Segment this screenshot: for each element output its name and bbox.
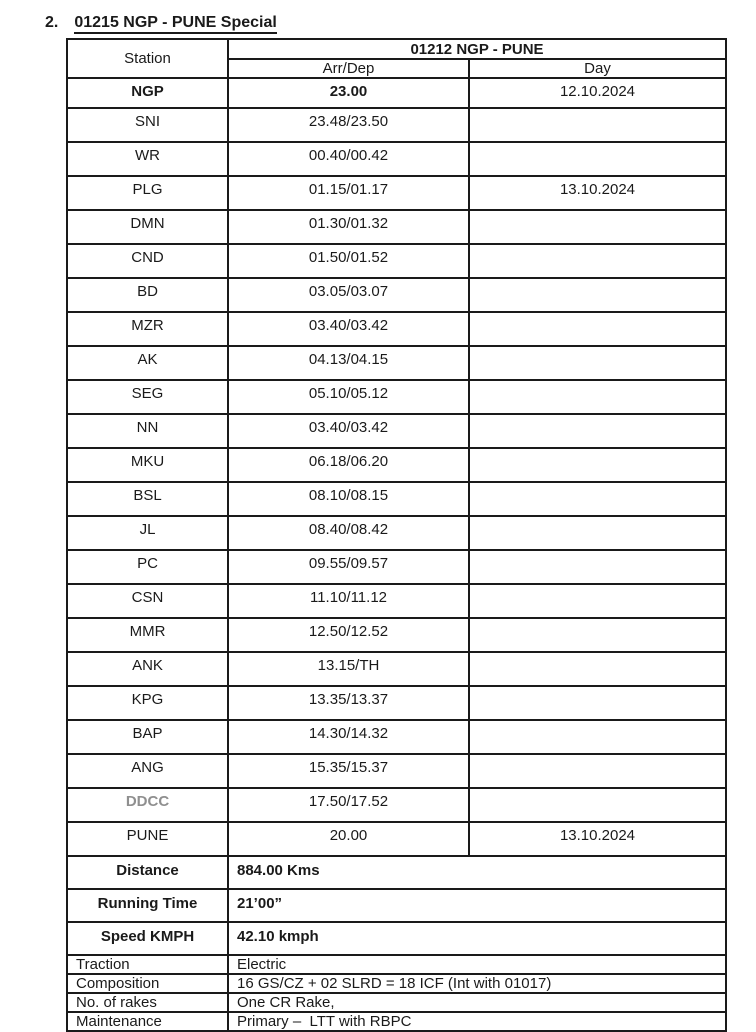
day-cell	[469, 516, 726, 550]
summary-value: 42.10 kmph	[228, 922, 726, 955]
summary-label: Running Time	[67, 889, 228, 922]
station-cell: AK	[67, 346, 228, 380]
arrdep-cell: 03.40/03.42	[228, 312, 469, 346]
table-row	[67, 142, 726, 176]
arrdep-cell: 08.40/08.42	[228, 516, 469, 550]
info-value: Electric	[228, 955, 726, 974]
table-row	[67, 754, 726, 788]
day-cell: 12.10.2024	[469, 78, 726, 108]
station-cell: ANK	[67, 652, 228, 686]
day-cell	[469, 686, 726, 720]
station-cell: MKU	[67, 448, 228, 482]
info-value: Primary – LTT with RBPC	[228, 1012, 726, 1031]
table-row	[67, 618, 726, 652]
info-label: Maintenance	[67, 1012, 228, 1031]
day-cell	[469, 414, 726, 448]
info-value: One CR Rake,	[228, 993, 726, 1012]
day-cell	[469, 788, 726, 822]
heading-title: 01215 NGP - PUNE Special	[74, 13, 276, 34]
arrdep-cell: 01.50/01.52	[228, 244, 469, 278]
day-cell	[469, 278, 726, 312]
arrdep-cell: 23.48/23.50	[228, 108, 469, 142]
table-row	[67, 516, 726, 550]
day-cell	[469, 346, 726, 380]
day-cell	[469, 142, 726, 176]
day-cell	[469, 448, 726, 482]
arrdep-cell: 12.50/12.52	[228, 618, 469, 652]
station-cell: CND	[67, 244, 228, 278]
arrdep-cell: 20.00	[228, 822, 469, 856]
day-cell	[469, 108, 726, 142]
arrdep-cell: 06.18/06.20	[228, 448, 469, 482]
station-cell: BAP	[67, 720, 228, 754]
arrdep-cell: 14.30/14.32	[228, 720, 469, 754]
station-cell: MZR	[67, 312, 228, 346]
table-row	[67, 482, 726, 516]
station-cell: DMN	[67, 210, 228, 244]
day-cell	[469, 482, 726, 516]
day-cell: 13.10.2024	[469, 176, 726, 210]
day-cell: 13.10.2024	[469, 822, 726, 856]
column-header-train: 01212 NGP - PUNE	[228, 39, 726, 59]
arrdep-cell: 01.30/01.32	[228, 210, 469, 244]
arrdep-cell: 03.40/03.42	[228, 414, 469, 448]
station-cell: PUNE	[67, 822, 228, 856]
table-row	[67, 414, 726, 448]
day-cell	[469, 720, 726, 754]
info-row	[67, 955, 726, 974]
arrdep-cell: 17.50/17.52	[228, 788, 469, 822]
info-value: 16 GS/CZ + 02 SLRD = 18 ICF (Int with 01017)	[228, 974, 726, 993]
station-cell: JL	[67, 516, 228, 550]
header-row-1	[67, 39, 726, 59]
info-label: Composition	[67, 974, 228, 993]
station-cell: NN	[67, 414, 228, 448]
summary-label: Distance	[67, 856, 228, 889]
arrdep-cell: 00.40/00.42	[228, 142, 469, 176]
table-row	[67, 584, 726, 618]
station-cell: NGP	[67, 78, 228, 108]
summary-label: Speed KMPH	[67, 922, 228, 955]
station-cell: SEG	[67, 380, 228, 414]
day-cell	[469, 244, 726, 278]
arrdep-cell: 23.00	[228, 78, 469, 108]
timetable-body	[67, 78, 726, 1031]
table-row	[67, 550, 726, 584]
table-row	[67, 176, 726, 210]
table-row	[67, 278, 726, 312]
column-header-arrdep: Arr/Dep	[228, 59, 469, 78]
day-cell	[469, 754, 726, 788]
info-label: Traction	[67, 955, 228, 974]
station-cell: PC	[67, 550, 228, 584]
summary-value: 21’00”	[228, 889, 726, 922]
info-row	[67, 974, 726, 993]
table-row	[67, 210, 726, 244]
info-row	[67, 993, 726, 1012]
day-cell	[469, 618, 726, 652]
arrdep-cell: 13.15/TH	[228, 652, 469, 686]
table-row	[67, 244, 726, 278]
arrdep-cell: 03.05/03.07	[228, 278, 469, 312]
day-cell	[469, 652, 726, 686]
info-label: No. of rakes	[67, 993, 228, 1012]
day-cell	[469, 584, 726, 618]
day-cell	[469, 380, 726, 414]
day-cell	[469, 312, 726, 346]
column-header-station: Station	[67, 39, 228, 78]
day-cell	[469, 550, 726, 584]
arrdep-cell: 15.35/15.37	[228, 754, 469, 788]
arrdep-cell: 11.10/11.12	[228, 584, 469, 618]
summary-value: 884.00 Kms	[228, 856, 726, 889]
station-cell: WR	[67, 142, 228, 176]
table-row	[67, 686, 726, 720]
summary-row	[67, 856, 726, 889]
table-row	[67, 720, 726, 754]
arrdep-cell: 09.55/09.57	[228, 550, 469, 584]
table-row	[67, 78, 726, 108]
column-header-day: Day	[469, 59, 726, 78]
station-cell: BSL	[67, 482, 228, 516]
table-row	[67, 822, 726, 856]
summary-row	[67, 889, 726, 922]
station-cell: PLG	[67, 176, 228, 210]
arrdep-cell: 13.35/13.37	[228, 686, 469, 720]
station-cell: ANG	[67, 754, 228, 788]
timetable-header	[67, 39, 726, 78]
table-row	[67, 448, 726, 482]
timetable	[66, 38, 727, 1032]
day-cell	[469, 210, 726, 244]
table-row	[67, 380, 726, 414]
table-row	[67, 346, 726, 380]
arrdep-cell: 04.13/04.15	[228, 346, 469, 380]
table-row	[67, 312, 726, 346]
arrdep-cell: 05.10/05.12	[228, 380, 469, 414]
station-cell: MMR	[67, 618, 228, 652]
station-cell: DDCC	[67, 788, 228, 822]
station-cell: KPG	[67, 686, 228, 720]
document-heading	[45, 13, 756, 34]
summary-row	[67, 922, 726, 955]
arrdep-cell: 08.10/08.15	[228, 482, 469, 516]
station-cell: SNI	[67, 108, 228, 142]
heading-number: 2.	[45, 14, 59, 31]
info-row	[67, 1012, 726, 1031]
table-row	[67, 652, 726, 686]
table-row	[67, 788, 726, 822]
table-row	[67, 108, 726, 142]
station-cell: BD	[67, 278, 228, 312]
arrdep-cell: 01.15/01.17	[228, 176, 469, 210]
station-cell: CSN	[67, 584, 228, 618]
